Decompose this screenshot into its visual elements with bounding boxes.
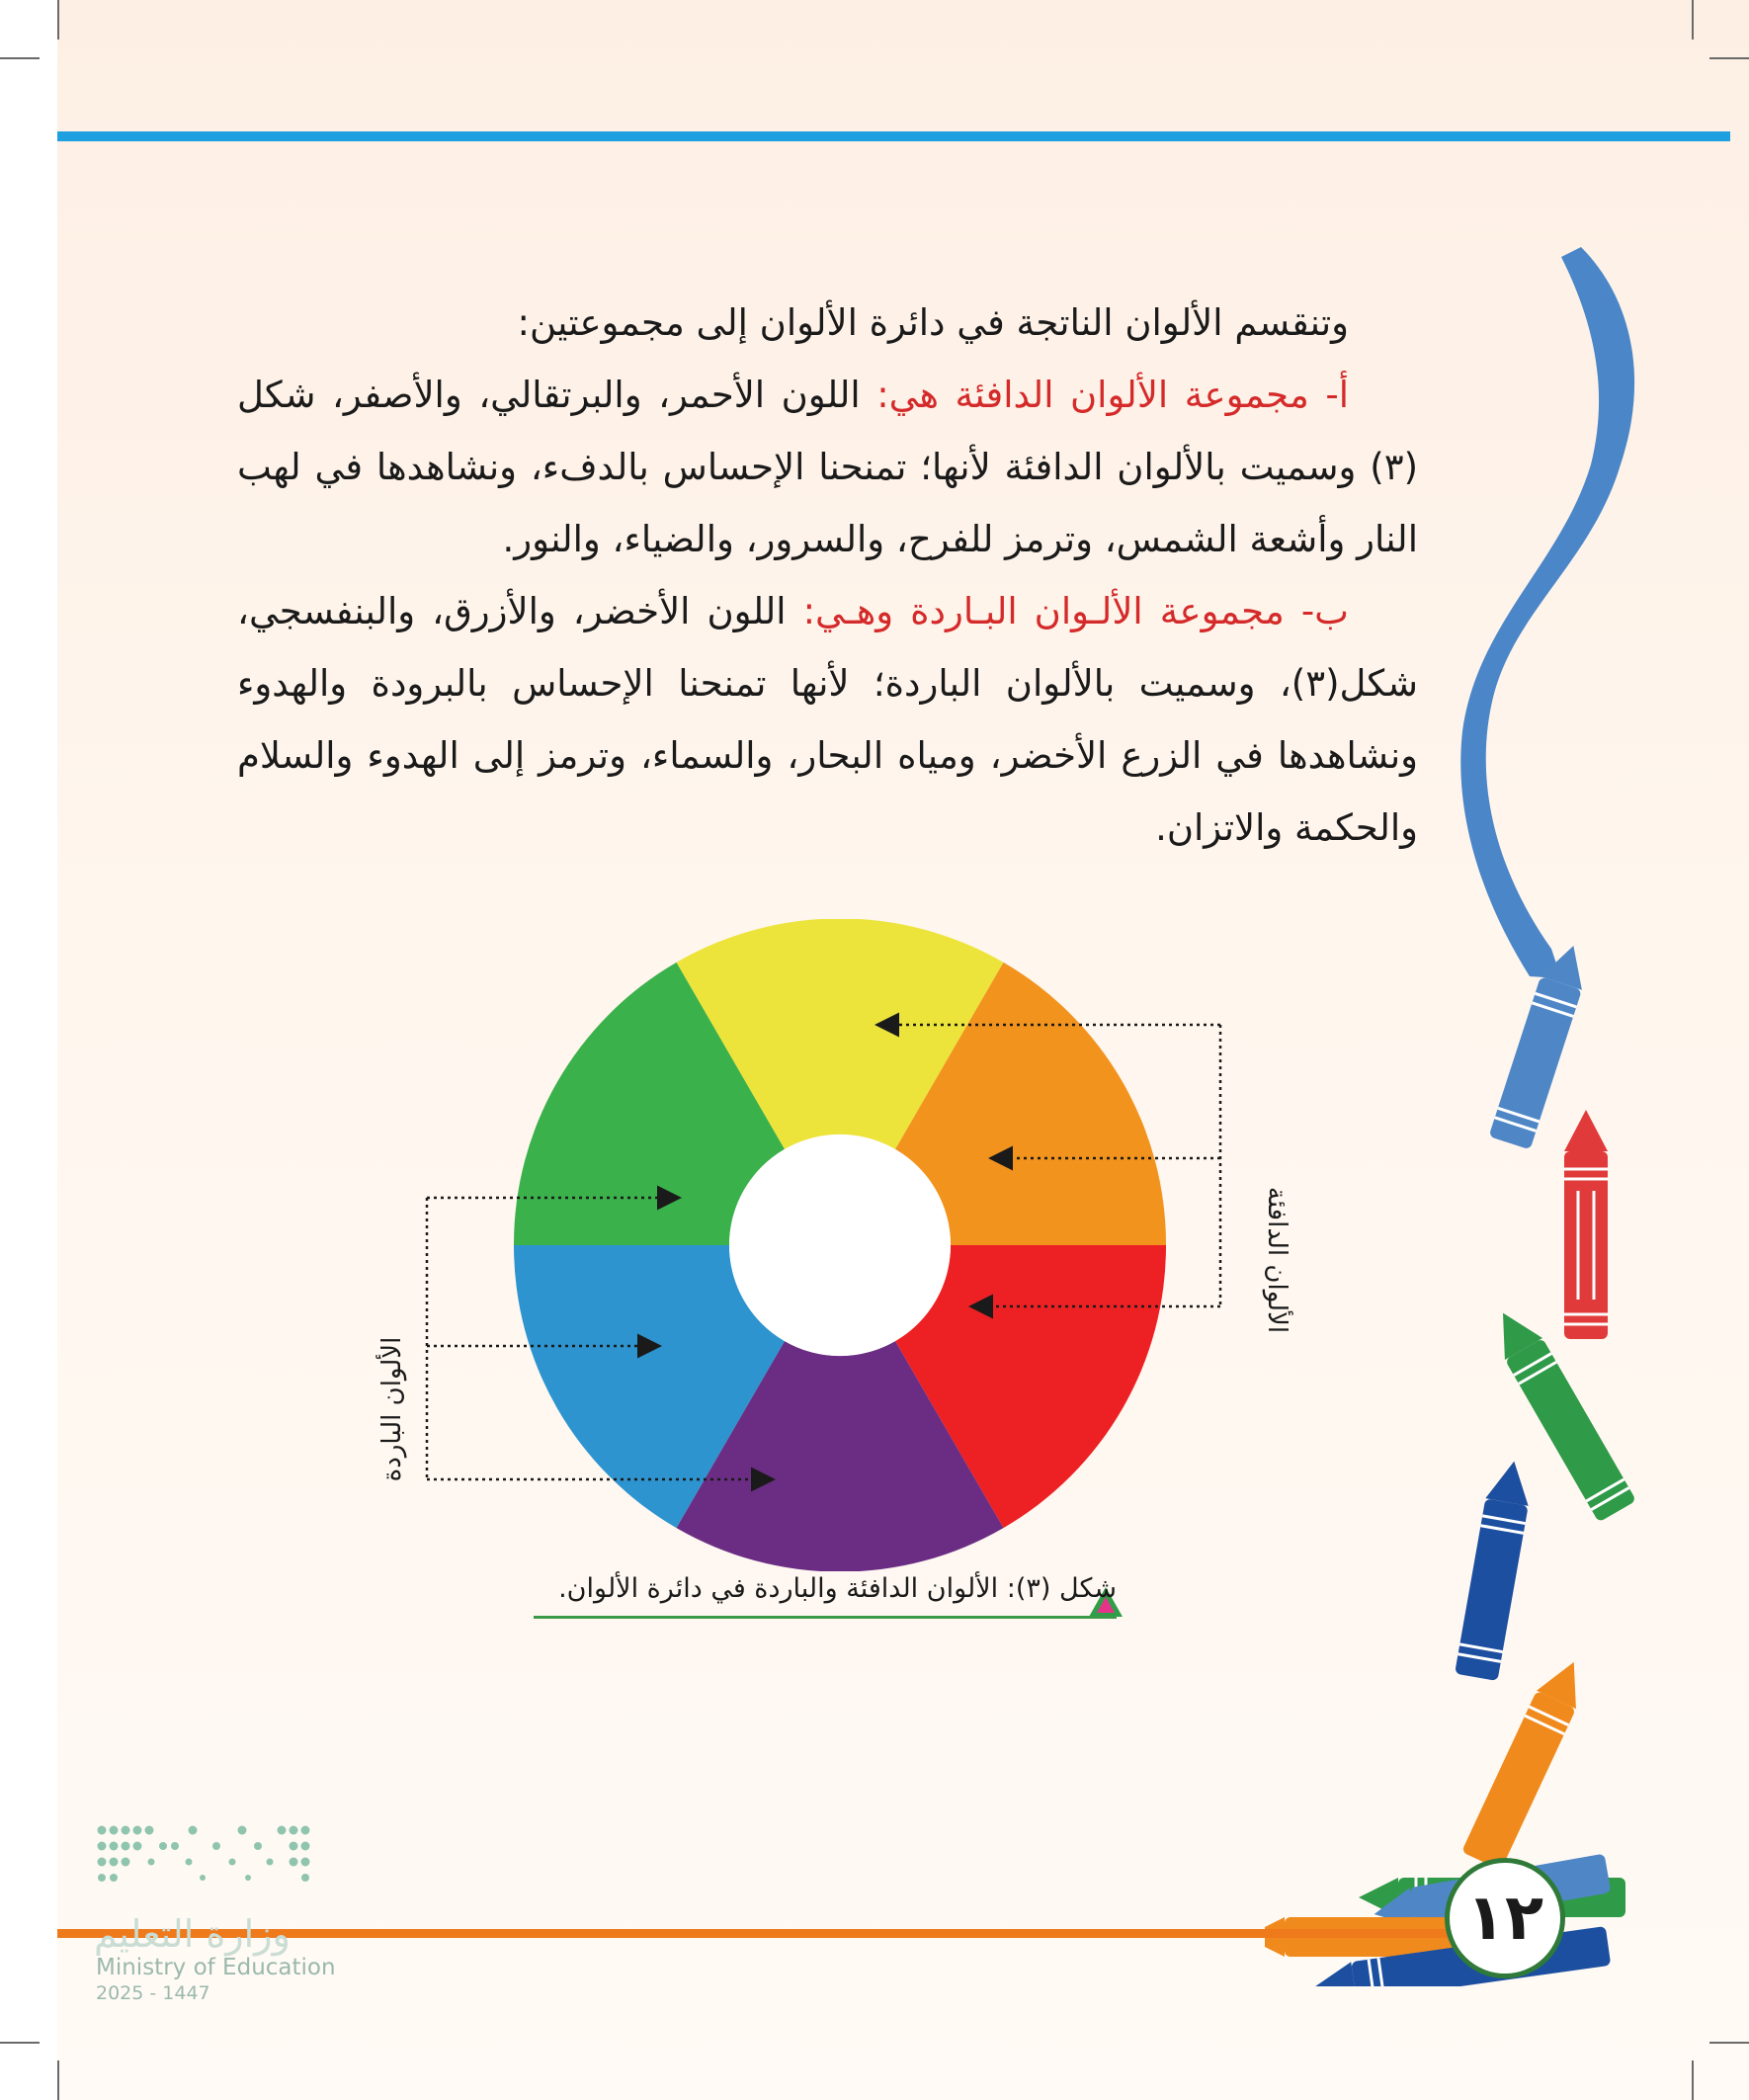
wheel-center-hole: [729, 1134, 951, 1356]
warm-paragraph: [237, 359, 1418, 575]
page-number: ١٢: [1445, 1858, 1565, 1978]
ministry-logo-icon: [94, 1820, 321, 1909]
cool-heading: ب- مجموعة الألـوان البـاردة وهـي:: [802, 590, 1350, 632]
color-wheel: [514, 919, 1166, 1571]
blue-paint-stroke-icon: [1460, 247, 1634, 978]
crop-mark: [0, 57, 40, 59]
warm-body: اللون الأحمر، والبرتقالي، والأصفر، شكل (٣) وسميت بالألوان الدافئة لأنها؛ تمنحنا الإحساس بالدفء، ونشاهدها في لهب النار وأشعة الشمس، وترمز للفرح، والسرور، والضياء، والنور.: [237, 374, 1418, 560]
crop-mark: [57, 0, 59, 40]
figure-caption: شكل (٣): الألوان الدافئة والباردة في دائرة الألوان.: [534, 1573, 1117, 1619]
crop-mark: [1709, 2042, 1749, 2044]
crop-mark: [1692, 0, 1694, 40]
ministry-name-arabic: وزارة التعليم: [94, 1912, 291, 1956]
cool-body: اللون الأخضر، والأزرق، والبنفسجي، شكل(٣)، وسميت بالألوان الباردة؛ لأنها تمنحنا الإحساس بالبرودة والهدوء ونشاهدها في الزرع الأخضر، ومياه البحار، والسماء، وترمز إلى الهدوء والسلام والحكمة والاتزان.: [237, 590, 1418, 849]
cool-paragraph: [237, 575, 1418, 864]
warm-heading: أ- مجموعة الألوان الدافئة هي:: [876, 374, 1349, 416]
navy-crayon-icon: [1455, 1458, 1536, 1681]
crop-mark: [57, 2060, 59, 2100]
ministry-name-english: Ministry of Education: [96, 1955, 336, 1980]
crop-mark: [1709, 57, 1749, 59]
red-crayon-icon: [1564, 1110, 1608, 1339]
crayons-decoration: [1265, 237, 1739, 1986]
warm-colors-label: الألوان الدافئة: [1262, 1186, 1291, 1334]
top-rule: [57, 131, 1730, 141]
intro-paragraph: وتنقسم الألوان الناتجة في دائرة الألوان إلى مجموعتين:: [517, 301, 1349, 344]
crop-mark: [1692, 2060, 1694, 2100]
crop-mark: [0, 2042, 40, 2044]
cool-colors-label: الألوان الباردة: [377, 1336, 407, 1482]
body-text: [237, 287, 1418, 864]
orange-crayon-icon: [1461, 1653, 1594, 1871]
ministry-year: 2025 - 1447: [96, 1982, 210, 2004]
